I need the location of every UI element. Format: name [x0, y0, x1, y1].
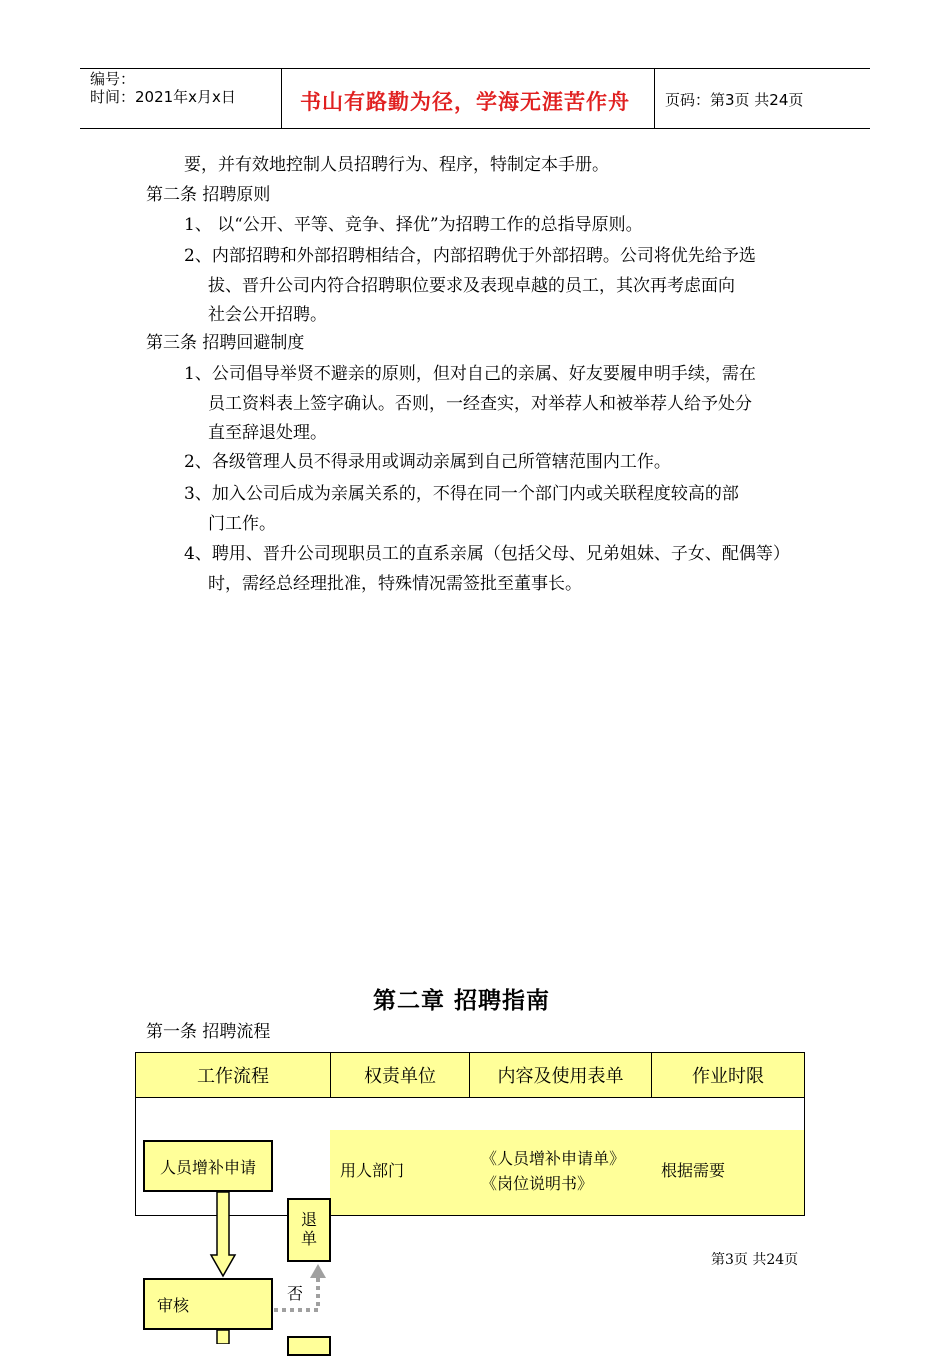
- flow-step-review-label: 审核: [157, 1295, 190, 1315]
- article-title: 第三条 招聘回避制度: [146, 333, 305, 353]
- article-item: 2、内部招聘和外部招聘相结合，内部招聘优于外部招聘。公司将优先给予选: [184, 246, 756, 266]
- flow-no-label: 否: [287, 1284, 304, 1303]
- page-footer: 第3页 共24页: [711, 1252, 799, 1268]
- article-item: 2、各级管理人员不得录用或调动亲属到自己所管辖范围内工作。: [184, 452, 671, 472]
- table-header-forms: 内容及使用表单: [469, 1052, 652, 1098]
- table-header-unit: 权责单位: [330, 1052, 470, 1098]
- flow-step-reject-char: 单: [300, 1229, 317, 1248]
- article-item: 4、聘用、晋升公司现职员工的直系亲属（包括父母、兄弟姐妹、子女、配偶等）: [184, 544, 790, 564]
- article-item-cont: 员工资料表上签字确认。否则，一经查实，对举荐人和被举荐人给予处分: [208, 394, 752, 414]
- table-header-workflow: 工作流程: [135, 1052, 331, 1098]
- flow-arrow-down-icon: [217, 1330, 229, 1344]
- chapter-title: 第二章 招聘指南: [373, 988, 551, 1014]
- table-cell-form: 《人员增补申请单》: [481, 1149, 626, 1168]
- article-item: 1、公司倡导举贤不避亲的原则，但对自己的亲属、好友要履申明手续，需在: [184, 364, 756, 384]
- article-item: 3、加入公司后成为亲属关系的，不得在同一个部门内或关联程度较高的部: [184, 484, 739, 504]
- article-title: 第二条 招聘原则: [146, 185, 271, 205]
- article-item-cont: 时，需经总经理批准，特殊情况需签批至董事长。: [208, 574, 582, 594]
- header-page-info: 页码：第3页 共24页: [665, 91, 804, 109]
- article-title: 第一条 招聘流程: [146, 1022, 271, 1042]
- table-cell-form: 《岗位说明书》: [481, 1174, 594, 1193]
- flow-step-reject-char: 退: [300, 1210, 317, 1229]
- body-line: 要，并有效地控制人员招聘行为、程序，特制定本手册。: [184, 155, 609, 175]
- article-item-cont: 拔、晋升公司内符合招聘职位要求及表现卓越的员工，其次再考虑面向: [208, 276, 735, 296]
- table-cell-unit: 用人部门: [340, 1161, 405, 1180]
- flow-step-request-label: 人员增补申请: [159, 1157, 256, 1177]
- header-number-label: 编号：: [90, 70, 136, 88]
- header-time-label: 时间：2021年x月x日: [90, 88, 236, 106]
- flow-arrow-down-icon: [211, 1192, 235, 1276]
- table-cell-time: 根据需要: [661, 1161, 726, 1180]
- flow-arrow-up-icon: [310, 1264, 326, 1278]
- article-item-cont: 社会公开招聘。: [208, 305, 327, 325]
- article-item-cont: 门工作。: [208, 514, 276, 534]
- article-item: 1、 以“公开、平等、竞争、择优”为招聘工作的总指导原则。: [184, 215, 643, 235]
- article-item-cont: 直至辞退处理。: [208, 423, 327, 443]
- header-motto: 书山有路勤为径，学海无涯苦作舟: [300, 90, 630, 114]
- table-header-time: 作业时限: [651, 1052, 805, 1098]
